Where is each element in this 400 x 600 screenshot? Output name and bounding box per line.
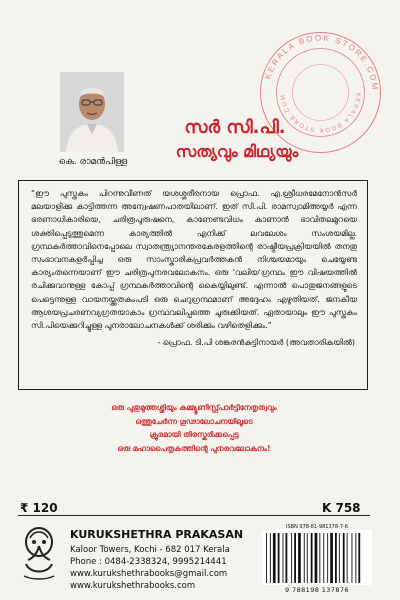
blurb-box [18, 180, 368, 390]
publisher-website[interactable]: www.kurukshethrabooks.com [70, 581, 196, 591]
barcode-bar [343, 533, 345, 583]
barcode-bar [273, 533, 276, 583]
blurb-citation: - പ്രൊഫ. ടി.പി ശങ്കരൻകുട്ടിനായർ (അവതാരികയിൽ) [157, 338, 355, 348]
divider [18, 515, 370, 516]
barcode-bar [286, 533, 288, 583]
isbn-label: ISBN 978-81-981378-7-6 [286, 524, 348, 530]
barcode-bar [266, 533, 267, 583]
tagline-line: ഒരു മഹാപൈതൃകത്തിന്റെ പുനരവലോകനം! [117, 443, 271, 453]
barcode-bar [304, 533, 305, 583]
barcode-bar [339, 533, 340, 583]
author-name: കെ. രാമൻപിള്ള [58, 157, 128, 167]
barcode-bar [327, 533, 328, 583]
barcode-bar [294, 533, 296, 583]
barcode-bar [278, 533, 280, 583]
barcode-bar [311, 533, 313, 583]
barcode-bar [335, 533, 337, 583]
barcode [262, 530, 372, 585]
barcode-bar [323, 533, 324, 583]
book-title-line1: സർ സി.പി. [184, 117, 286, 138]
barcode-bar [355, 533, 356, 583]
barcode-bar [347, 533, 348, 583]
price-label: ₹ 120 [20, 501, 58, 515]
barcode-bar [270, 533, 271, 583]
publisher-email[interactable]: www.kurukshethrabooks@gmail.com [70, 569, 228, 579]
watermark-outer-text: KERALA BOOK STORE.COM [263, 33, 380, 92]
barcode-bar [352, 533, 353, 583]
barcode-bar [319, 533, 320, 583]
barcode-bar [330, 533, 333, 583]
barcode-bar [291, 533, 292, 583]
book-title-line2: സത്യവും മിഥ്യയും [175, 142, 299, 161]
publisher-logo-icon [16, 524, 62, 582]
author-photo [60, 72, 124, 152]
barcode-bar [298, 533, 301, 583]
tagline-block [44, 401, 344, 455]
blurb-text: “ഈ പുസ്തകം പിറന്നുവീണത് യശശ്ശരീരനായ പ്രൊഫ. എ.ശ്രീധരമേനോൻസർ മലയാളിക്കു കാട്ടിത്തന്ന അന്വേഷണപാതയിലാണ്. ഇത് സി.പി. രാമസ്വാമിഅയ്യർ എന്ന ഭരണാധികാരിയെ, ചരിത്രപുരുഷനെ, കാണേണ്ടവിധം കാണാൻ ഭാവിതലമുറയെ ശക്തിപ്പെടുത്തുമെന്ന കാര്യത്തിൽ എനിക്ക് ലവലേശം സംശയമില്ല. ഗ്രന്ഥകർത്താവിനെപ്പോലെ സ്വാതന്ത്ര്യാനന്തരകേരളത്തിന്റെ രാഷ്ട്രീയപ്രക്രിയയിൽ തനതു സംഭാവനകളർപ്പിച്ച ഒരു സാംസ്കാരികപ്രവർത്തകൻ നിശ്ചയമായും ചെയ്യേണ്ട കാര്യംതന്നെയാണ് ഈ ചരിത്രപുനരവലോകനം. ഒരു 'വലിയ'ഗ്രന്ഥം ഈ വിഷയത്തിൽ രചിക്കുവാനുള്ള കോപ്പ് ഗ്രന്ഥകർത്താവിന്റെ കൈയ്യിലുണ്ട്. എന്നാൽ പൊതുജനങ്ങളുടെ പെട്ടെന്നുള്ള വായനയ്ക്കുതകുംപടി ഒരു ചെറുഗ്രന്ഥമാണ് അദ്ദേഹം എഴുതിയത്. ജനകീയ ആശയപ്രചരണവ്യഗ്രതയാകാം ഗ്രന്ഥവലിപ്പത്തെ ചുരുക്കിയത്. ഏതായാലും ഈ പുസ്തകം സി.പിയെക്കുറിച്ചുള്ള പുനരാലോചനകൾക്ക് ശരിക്കും വഴിതെളിക്കും.” [31, 189, 357, 331]
publisher-name: KURUKSHETHRA PRAKASAN [70, 528, 244, 541]
tagline-line: ഒത്തുചേർന്ന ഗൂഢാലോചനയിലൂടെ [135, 416, 253, 426]
barcode-bar [283, 533, 284, 583]
publisher-phone: Phone : 0484-2338324, 9995214441 [70, 557, 227, 567]
book-code: K 758 [322, 501, 361, 515]
watermark-inner-text: KERALA BOOK STORE.COM [280, 92, 361, 133]
tagline-line: ഒരു പുതുമുത്തശ്ശിയും കമ്മ്യൂണിസ്റ്റ്പാർട്ടിനേതൃത്വവും [111, 403, 277, 412]
barcode-bar [307, 533, 308, 583]
svg-text:KERALA BOOK STORE.COM [263, 33, 379, 91]
publisher-address: Kaloor Towers, Kochi - 682 017 Kerala [70, 545, 230, 555]
barcode-bar [315, 533, 318, 583]
barcode-number: 9 788198 137876 [285, 586, 349, 594]
tagline-line: ക്രൂരമായി തിരസ്കരിക്കപ്പെട്ട [149, 430, 239, 439]
barcode-bar [358, 533, 360, 583]
